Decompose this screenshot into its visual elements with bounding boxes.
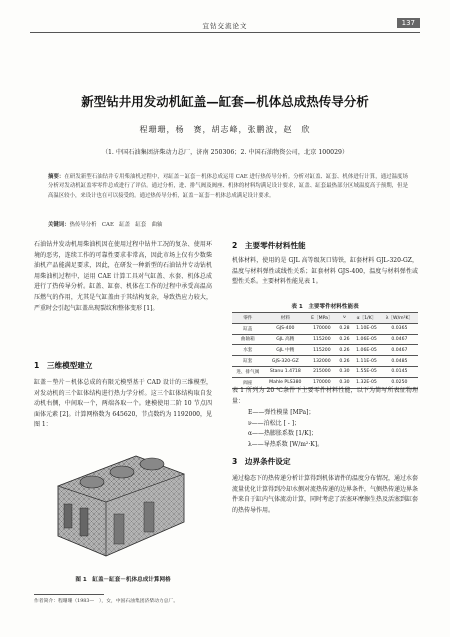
table-cell: 115200 (307, 345, 337, 356)
figure-1-caption: 图 1 缸盖－缸套－机体总成计算网格 (75, 577, 171, 583)
table-cell: 进、排气阀 (232, 366, 264, 377)
table-cell: 0.0467 (381, 334, 418, 345)
table-row (232, 323, 418, 334)
table-cell: 1.32E-05 (352, 377, 381, 388)
keywords (48, 220, 408, 228)
table-header-cell: E［MPa］ (307, 313, 337, 324)
table-header-cell: α［1/K］ (352, 313, 381, 324)
footnote: 作者简介：程珊珊（1983— ），女，中国石油集团济柴动力总厂。 (34, 599, 179, 604)
table-cell: 0.30 (337, 377, 352, 388)
table-header-cell: 材料 (264, 313, 307, 324)
table-cell: 1.10E-05 (352, 323, 381, 334)
table-header-cell: 零件 (232, 313, 264, 324)
table-header-cell: λ［W/m²K］ (381, 313, 418, 324)
boundary-paragraph: 通过稳态下的热传递分析计算得到机体请件的温度分布情况，通过水套流量优化计算得到冷却水侧对流热传递的边界条件，气侧热传递边界条件来自于缸内气体流动计算，同时考虑了活塞环摩擦生热及活塞到缸套的热传导作用。 (232, 475, 419, 514)
table-cell: 0.0365 (381, 323, 418, 334)
table-cell: 1.11E-05 (352, 356, 381, 367)
table-cell: 0.28 (337, 323, 352, 334)
table-row (232, 366, 418, 377)
table-cell: 170000 (307, 377, 337, 388)
table-cell: Mahle PLS380 (264, 377, 307, 388)
table-cell: 0.30 (337, 366, 352, 377)
table-cell: GJS-400 (264, 323, 307, 334)
table-cell: Stanu 1.4718 (264, 366, 307, 377)
section-1-heading: 1 三维模型建立 (34, 361, 93, 370)
table-cell: 0.0467 (381, 345, 418, 356)
table-cell: 0.26 (337, 334, 352, 345)
keywords-label: 关键词： (48, 222, 70, 228)
table-cell: 0.0250 (381, 377, 418, 388)
table-cell: 0.26 (337, 356, 352, 367)
abstract-text: 在研发新型石油钻井专用柴油机过程中，对缸盖－缸套－机体总成运用 CAE 进行热传导分析。分析对缸盖、缸套、机体进行计算，通过温度场分析对发动机缸盖零零件总成进行了评估。通过分析，进、排气阀及阀座、机体的材料均满足设计要求，缸盖、缸套最热部分区域温度高于预期，但是高温区较小，来设计也在可以接受的。通过热传导分析，缸盖－缸套－机体总成满足设计要求。 (48, 174, 408, 199)
author-list: 程珊珊，杨 赛，胡志峰，张鹏波，赵 欣 (139, 125, 311, 134)
table-cell: 0.0145 (381, 366, 418, 377)
table-cell: 水套 (232, 345, 264, 356)
table-row (232, 356, 418, 367)
table-cell: 1.06E-05 (352, 334, 381, 345)
paper-title: 新型钻井用发动机缸盖—缸套—机体总成热传导分析 (81, 94, 369, 109)
table-row (232, 334, 418, 345)
table-cell: 1.55E-05 (352, 366, 381, 377)
table-cell: GJL 中精 (264, 345, 307, 356)
affiliation: （1. 中国石油集团济柴动力总厂，济南 250306；2. 中国石油物资公司，北京 100029） (101, 149, 349, 156)
definition-item: ν——泊松比 [ - ]； (248, 419, 301, 427)
footnote-rule (34, 594, 104, 595)
definition-item: λ——导热系数 [W/m²·K]。 (248, 440, 324, 448)
journal-name: 宜钻交流论文 (202, 22, 248, 30)
header-rule (30, 32, 420, 33)
table-cell: 0.0485 (381, 356, 418, 367)
material-table (232, 312, 418, 389)
table-cell: 115200 (307, 334, 337, 345)
table-cell: 曲轴箱 (232, 334, 264, 345)
section-2-heading: 2 主要零件材料性能 (232, 241, 306, 250)
table-cell: 缸盖 (232, 323, 264, 334)
model-paragraph: 缸盖－垫片－机体总成的有限元模型基于 CAD 设计的三维模型，对发动机的三个缸体结构进行热力学分析。这三个缸体结构取自发动机右侧，中间取一个，两端各取一个。建模使用二阶 10 节点四面体元素 [2]。计算网格数为 645620，节点数约为 1192000，见图 1： (34, 379, 212, 429)
table-cell: GJS-320-GZ (264, 356, 307, 367)
table-row (232, 345, 418, 356)
running-header (0, 18, 450, 32)
table-cell: 170000 (307, 323, 337, 334)
intro-paragraph: 石油钻井发动机用柴油机因在使用过程中钻井工况的复杂、使用环境的恶劣，连续工作的可靠性要求非常高，因此市场上仅有少数柴油机产品能满足要求，因此，在研发一种新型的石油钻井专动钻机用柴油机过程中，运用 CAE 计算工具对气缸盖、水套、机体总成进行了热传导分析。缸盖、缸套、机体在工作的过程中承受高温高压燃气的作用，尤其是气缸盖由于其结构复杂，导致热应力较大，严重时会引起气缸盖出现裂纹和整体变形 [1]。 (34, 241, 212, 312)
table-1-caption: 表 1 主要零件材料性能表 (291, 304, 359, 310)
table-cell: 0.26 (337, 345, 352, 356)
table-cell: GJL 高精 (264, 334, 307, 345)
table-note: 表 1 所列为 20 ℃条件下主要零件材料性能，以下为简写所表征物理量： (232, 387, 418, 405)
table-cell: 缸套 (232, 356, 264, 367)
page-number: 137 (397, 18, 420, 28)
mesh-figure (44, 444, 194, 572)
table-header-cell: ν (337, 313, 352, 324)
table-header-row (232, 313, 418, 324)
keywords-text: 热传导分析 CAE 缸盖 缸套 曲轴 (69, 222, 163, 228)
table-cell: 132000 (307, 356, 337, 367)
abstract (48, 173, 408, 201)
section-3-heading: 3 边界条件设定 (232, 457, 291, 466)
definition-item: α——热膨胀系数 [1/K]； (248, 430, 317, 438)
definition-item: E——弹性模量 [MPa]； (248, 409, 315, 416)
material-paragraph: 机体材料，使用的是 GJL 高等级灰口铸铁，缸套材料 GJL-320-GZ，温度与材料弹性或线性关系；缸套材料 GJS-400，温度与材料弹性或塑性关系。主要材料性能见表 1。 (232, 257, 418, 286)
symbol-definitions (248, 408, 418, 450)
abstract-label: 摘要： (48, 174, 65, 180)
table-cell: 215000 (307, 366, 337, 377)
table-cell: 1.06E-05 (352, 345, 381, 356)
table-cell: 阀座 (232, 377, 264, 388)
